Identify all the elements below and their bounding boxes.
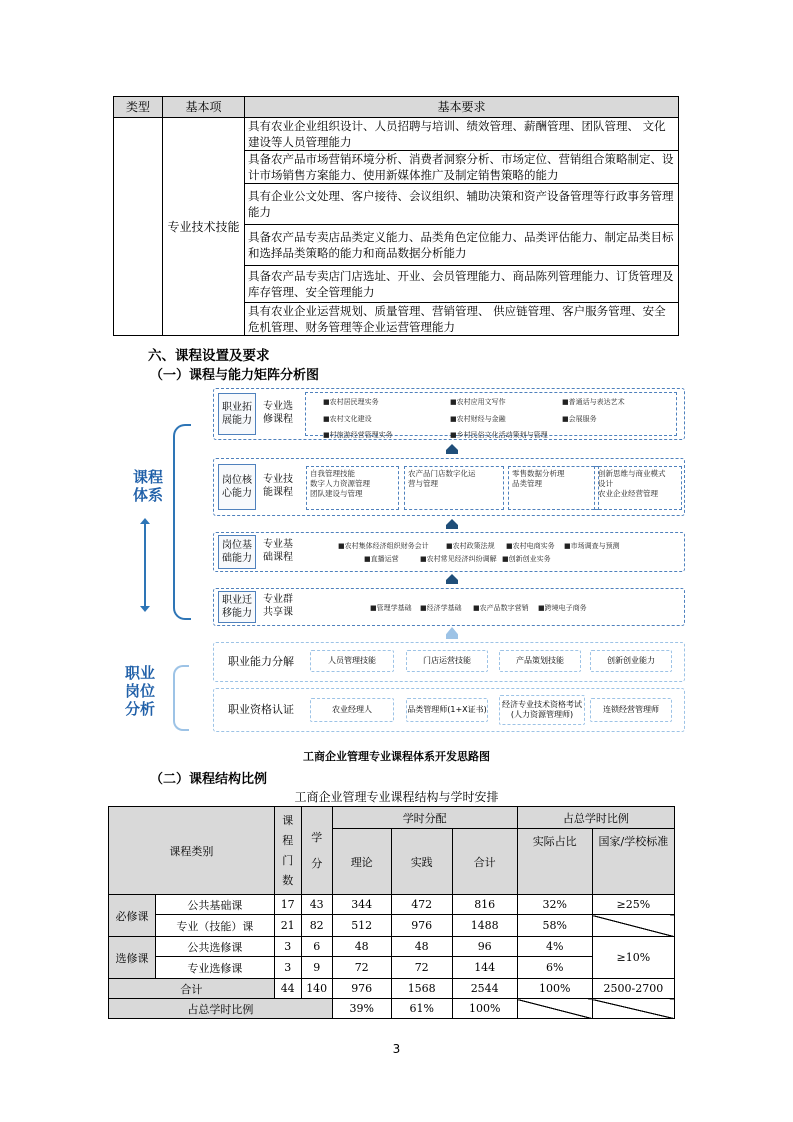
sum-standard: 2500-2700 xyxy=(592,979,674,999)
course-item: ■管理学基础 xyxy=(370,604,412,612)
section-title: 六、课程设置及要求 xyxy=(148,348,270,364)
diagonal-cell xyxy=(592,915,674,937)
course-label: 专业选 修课程 xyxy=(263,401,293,425)
course-item: ■会展服务 xyxy=(562,415,597,423)
analysis-item: 连锁经营管理师 xyxy=(590,698,672,722)
arrow-up-icon xyxy=(446,627,458,639)
course-group: 创新思维与商业模式 设计 农业企业经营管理 xyxy=(594,466,682,510)
row-actual: 58% xyxy=(517,915,592,937)
course-item: ■农村电商实务 xyxy=(506,542,555,550)
header-standard: 国家/学校标准 xyxy=(592,829,674,895)
course-item: ■普通话与表达艺术 xyxy=(562,398,625,406)
header-course-count: 课 程 门 数 xyxy=(274,807,301,895)
type-cell xyxy=(114,118,163,336)
hours-table xyxy=(108,806,675,1019)
row-actual: 32% xyxy=(517,895,592,915)
ratio-label: 占总学时比例 xyxy=(109,999,333,1019)
sum-practice: 1568 xyxy=(391,979,452,999)
page-number: 3 xyxy=(392,1042,401,1056)
header-total: 合计 xyxy=(452,829,517,895)
sum-theory: 976 xyxy=(332,979,391,999)
analysis-item: 创新创业能力 xyxy=(590,650,672,672)
header-actual: 实际占比 xyxy=(517,829,592,895)
course-group: 自我管理技能 数字人力资源管理 团队建设与管理 xyxy=(306,466,399,510)
ability-label: 职业拓 展能力 xyxy=(218,393,256,435)
requirement-row: 具有农业企业组织设计、人员招聘与培训、绩效管理、薪酬管理、团队管理、 文化建设等人员管理能力 xyxy=(245,118,679,151)
analysis-item: 门店运营技能 xyxy=(406,650,488,672)
std-elective: ≥10% xyxy=(592,937,674,979)
ability-label: 职业迁 移能力 xyxy=(218,591,256,623)
required-label: 必修课 xyxy=(109,895,156,937)
course-ability-diagram xyxy=(124,382,688,734)
course-item: ■村旅游经营管理实务 xyxy=(323,431,393,439)
course-label: 专业技 能课程 xyxy=(263,474,293,498)
row-total: 1488 xyxy=(452,915,517,937)
row-credit: 6 xyxy=(301,937,332,957)
arrow-up-icon xyxy=(446,444,458,454)
row-name: 专业选修课 xyxy=(156,957,275,979)
arrow-up-icon xyxy=(446,519,458,529)
header-type: 类型 xyxy=(114,97,163,118)
row-theory: 72 xyxy=(332,957,391,979)
course-item: ■跨境电子商务 xyxy=(538,604,587,612)
row-count: 3 xyxy=(274,937,301,957)
course-item: ■创新创业实务 xyxy=(502,555,551,563)
analysis-item: 品类管理师(1+X证书) xyxy=(406,698,488,722)
analysis-label: 职业能力分解 xyxy=(228,654,294,668)
ratio-theory: 39% xyxy=(332,999,391,1019)
sum-count: 44 xyxy=(274,979,301,999)
elective-label: 选修课 xyxy=(109,937,156,979)
sum-total: 2544 xyxy=(452,979,517,999)
table-caption: 工商企业管理专业课程结构与学时安排 xyxy=(294,790,499,804)
course-group: 零售数据分析理 品类管理 xyxy=(508,466,599,510)
row-total: 816 xyxy=(452,895,517,915)
row-name: 专业（技能）课 xyxy=(156,915,275,937)
arrow-up-icon xyxy=(140,518,150,524)
course-item: ■农产品数字营销 xyxy=(473,604,529,612)
course-item: ■乡村民俗文化活动策划与管理 xyxy=(450,431,548,439)
requirements-table xyxy=(113,96,679,336)
header-hours: 学时分配 xyxy=(332,807,517,829)
sum-label: 合计 xyxy=(109,979,275,999)
row-theory: 48 xyxy=(332,937,391,957)
row-credit: 82 xyxy=(301,915,332,937)
header-ratio: 占总学时比例 xyxy=(517,807,674,829)
row-practice: 976 xyxy=(391,915,452,937)
vertical-arrow xyxy=(144,522,146,607)
row-total: 96 xyxy=(452,937,517,957)
course-item: ■经济学基础 xyxy=(420,604,462,612)
row-count: 17 xyxy=(274,895,301,915)
course-label: 专业基 础课程 xyxy=(263,539,293,563)
row-name: 公共选修课 xyxy=(156,937,275,957)
course-item: ■市场调查与预测 xyxy=(564,542,620,550)
header-item: 基本项 xyxy=(163,97,245,118)
header-category: 课程类别 xyxy=(109,807,275,895)
row-theory: 344 xyxy=(332,895,391,915)
header-credit: 学 分 xyxy=(301,807,332,895)
row-practice: 72 xyxy=(391,957,452,979)
course-item: ■农村文化建设 xyxy=(323,415,372,423)
ability-label: 岗位核 心能力 xyxy=(218,464,256,510)
bracket-top xyxy=(173,424,191,620)
course-item: ■农村集体经济组织财务会计 xyxy=(338,542,429,550)
sum-credit: 140 xyxy=(301,979,332,999)
item-cell xyxy=(163,118,245,336)
bracket-bottom xyxy=(173,665,189,731)
side-label-job-analysis: 职业 岗位 分析 xyxy=(124,664,155,718)
ability-label: 岗位基 础能力 xyxy=(218,535,256,569)
std-public: ≥25% xyxy=(592,895,674,915)
row-practice: 48 xyxy=(391,937,452,957)
course-item: ■农村财经与金融 xyxy=(450,415,506,423)
arrow-up-icon xyxy=(446,574,458,584)
course-item: ■农村居民理实务 xyxy=(323,398,379,406)
requirement-row: 具备农产品市场营销环境分析、消费者洞察分析、市场定位、营销组合策略制定、设计市场销售方案能力、使用新媒体推广及制定销售策略的能力 xyxy=(245,151,679,184)
course-label: 专业群 共享课 xyxy=(263,594,293,618)
analysis-item: 农业经理人 xyxy=(310,698,394,722)
ratio-total: 100% xyxy=(452,999,517,1019)
ratio-practice: 61% xyxy=(391,999,452,1019)
header-theory: 理论 xyxy=(332,829,391,895)
row-total: 144 xyxy=(452,957,517,979)
course-item: ■农村应用文写作 xyxy=(450,398,506,406)
row-name: 公共基础课 xyxy=(156,895,275,915)
arrow-down-icon xyxy=(140,606,150,612)
diagonal-cell xyxy=(592,999,674,1019)
row-actual: 6% xyxy=(517,957,592,979)
requirement-row: 具有企业公文处理、客户接待、会议组织、辅助决策和资产设备管理等行政事务管理能力 xyxy=(245,184,679,225)
analysis-item: 产品策划技能 xyxy=(499,650,581,672)
row-credit: 43 xyxy=(301,895,332,915)
diagram-caption: 工商企业管理专业课程体系开发思路图 xyxy=(303,750,490,763)
requirement-row: 具备农产品专卖店门店选址、开业、会员管理能力、商品陈列管理能力、订货管理及库存管理、安全管理能力 xyxy=(245,266,679,303)
sum-actual: 100% xyxy=(517,979,592,999)
row-count: 3 xyxy=(274,957,301,979)
header-requirement: 基本要求 xyxy=(245,97,679,118)
analysis-item: 经济专业技术资格考试 (人力资源管理师) xyxy=(499,695,585,725)
row-actual: 4% xyxy=(517,937,592,957)
row-practice: 472 xyxy=(391,895,452,915)
header-practice: 实践 xyxy=(391,829,452,895)
subsection-title: （二）课程结构比例 xyxy=(150,772,268,787)
course-item: ■农村政策法规 xyxy=(446,542,495,550)
diagonal-cell xyxy=(517,999,592,1019)
row-theory: 512 xyxy=(332,915,391,937)
side-label-course-system: 课程 体系 xyxy=(132,468,163,504)
analysis-item: 人员管理技能 xyxy=(310,650,394,672)
item-label: 专业技术技能 xyxy=(167,219,240,234)
requirement-row: 具备农产品专卖店品类定义能力、品类角色定位能力、品类评估能力、制定品类目标和选择品类策略的能力和商品数据分析能力 xyxy=(245,225,679,266)
course-item: ■直播运营 xyxy=(364,555,399,563)
course-group: 农产品门店数字化运 营与管理 xyxy=(404,466,504,510)
course-item: ■农村常见经济纠纷调解 xyxy=(420,555,497,563)
analysis-label: 职业资格认证 xyxy=(228,702,294,716)
subsection-title: （一）课程与能力矩阵分析图 xyxy=(150,368,320,383)
row-credit: 9 xyxy=(301,957,332,979)
requirement-row: 具有农业企业运营规划、质量管理、营销管理、 供应链管理、客户服务管理、安全危机管理、财务管理等企业运营管理能力 xyxy=(245,303,679,336)
row-count: 21 xyxy=(274,915,301,937)
